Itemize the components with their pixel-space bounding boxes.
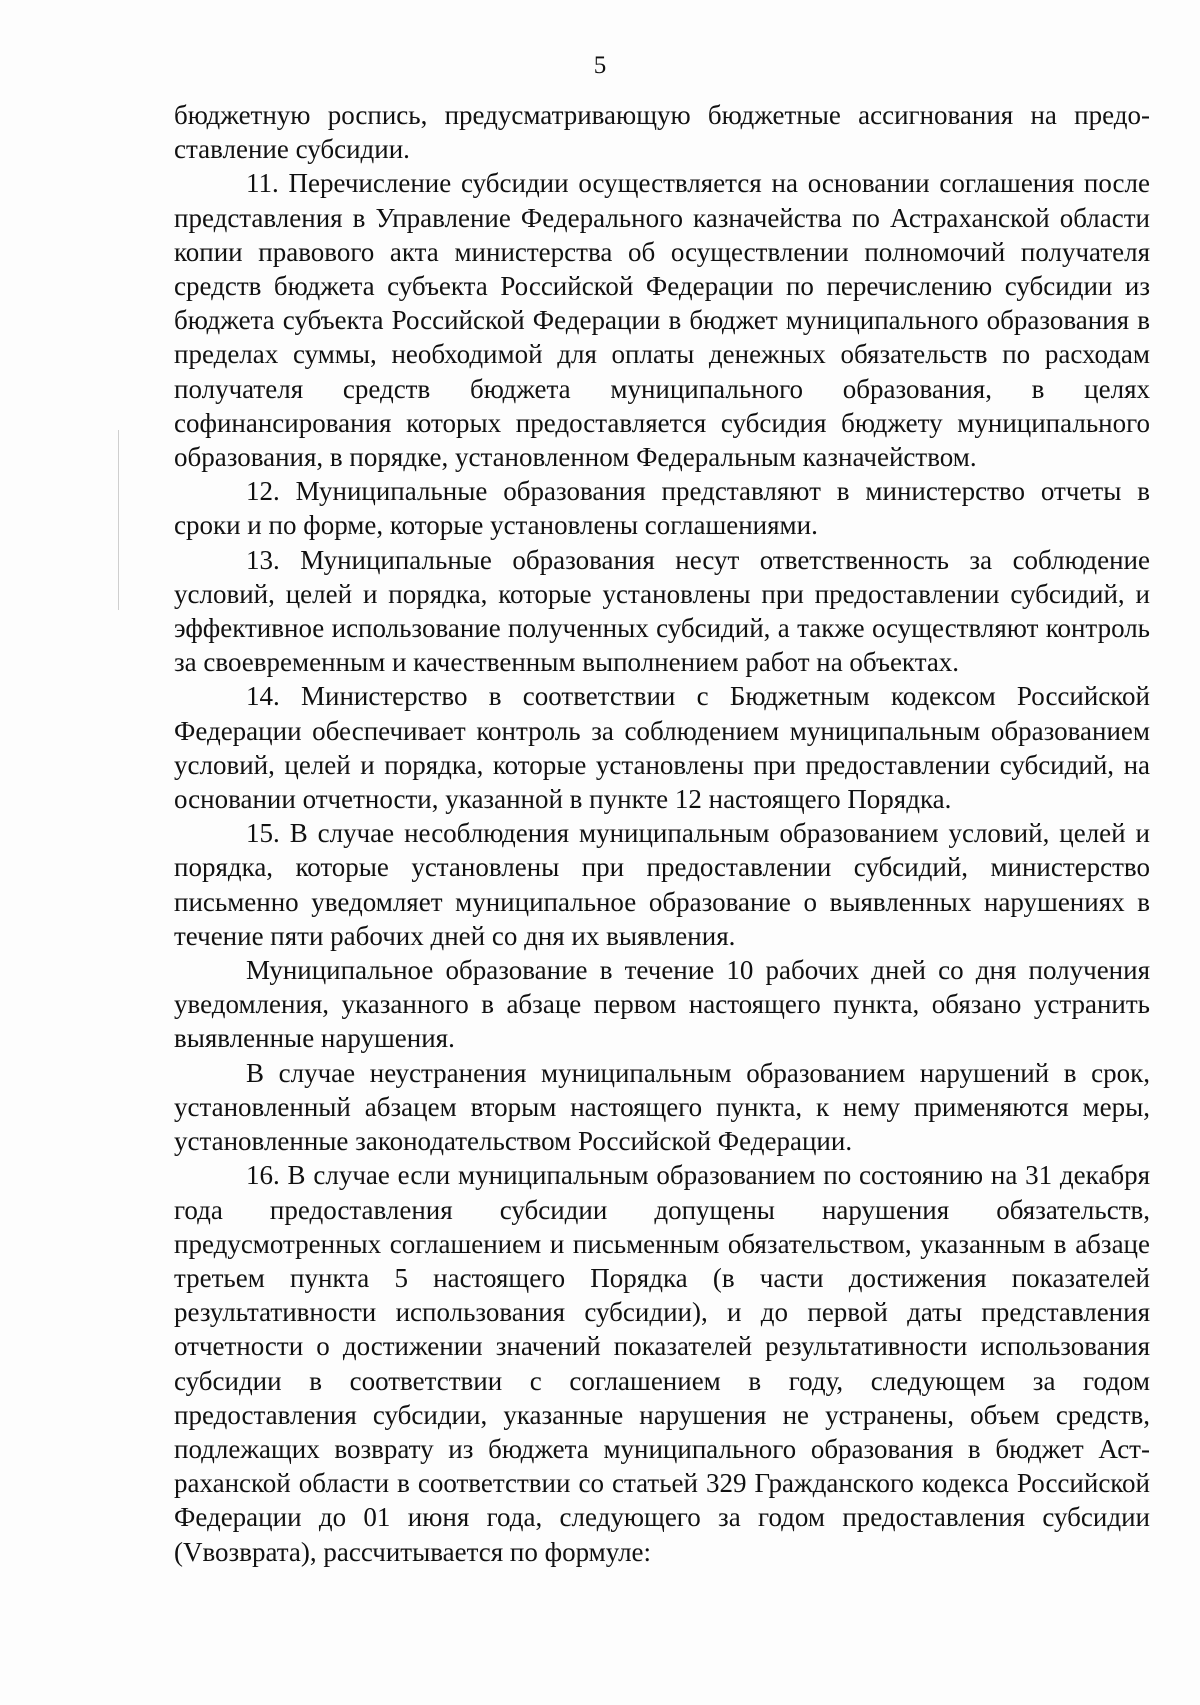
paragraph-item-13: 13. Муниципальные образования несут ответственность за соблюдение условий, целей и порядка, которые установлены при предоставлении субсидий, и эффективное использование полученных субсидий, а также осуществляют контроль за своевременным и качественным выполнением работ на объектах. [174, 544, 1150, 678]
paragraph-item-12: 12. Муниципальные образования представляют в министерство отчеты в сроки и по форме, которые установлены соглашениями. [174, 476, 1150, 541]
paragraph-item-15: 15. В случае несоблюдения муниципальным образованием условий, целей и порядка, которые установлены при предоставлении субсидий, министерство письменно уведомляет муниципальное образование о выявленных нарушениях в течение пяти рабочих дней со дня их выявления. [174, 818, 1150, 951]
page-number: 5 [593, 52, 607, 79]
paragraph-item-15-third: В случае неустранения муниципальным образованием нарушений в срок, установленный абзацем вторым настоящего пункта, к нему применяются меры, установленные законодательством Российской Федерации. [174, 1057, 1150, 1157]
paragraph-item-11: 11. Перечисление субсидии осуществляется на основании соглашения после представления в Управление Федерального казначейства по Астраханской области копии правового акта министерства об осуществлении полномочий получателя средств бюджета субъекта Российской Федерации по перечислению субсидии из бюджета субъекта Российской Федерации в бюджет муниципального образования в пределах суммы, необходимой для оплаты денежных обязательств по расходам получателя средств бюджета муниципального образования, в целях софинансирования которых предоставляется субсидия бюджету муниципального образования, в порядке, установленном Федеральным казначейством. [174, 168, 1150, 473]
paragraph-budget-list: бюджетную роспись, предусматривающую бюджетные ассигнования на предоставление субсидии. [174, 100, 1150, 165]
scan-artifact-line [118, 430, 119, 610]
paragraph-item-15-second: Муниципальное образование в течение 10 рабочих дней со дня получения уведомления, указанного в абзаце первом настоящего пункта, обязано устранить выявленные нарушения. [174, 955, 1150, 1054]
paragraph-item-14: 14. Министерство в соответствии с Бюджетным кодексом Российской Федерации обеспечивает контроль за соблюдением муниципальным образованием условий, целей и порядка, которые установлены при предоставлении субсидий, на основании отчетности, указанной в пункте 12 настоящего Порядка. [174, 681, 1150, 815]
paragraph-item-16: 16. В случае если муниципальным образованием по состоянию на 31 декабря года предоставления субсидии допущены нарушения обязательств, предусмотренных соглашением и письменным обязательством, указанным в абзаце третьем пункта 5 настоящего Порядка (в части достижения показателей результативности использования субсидии), и до первой даты представления отчетности о достижении значений показателей результативности использования субсидии в соответствии с соглашением в году, следующем за годом предоставления субсидии, указанные нарушения не устранены, объем средств, подлежащих возврату из бюджета муниципального образования в бюджет Астраханской области в соответствии со статьей 329 Гражданского кодекса Российской Федерации до 01 июня года, следующего за годом предоставления субсидии (Vвозврата), рассчитывается по формуле: [174, 1160, 1150, 1567]
document-body [174, 98, 1150, 1569]
